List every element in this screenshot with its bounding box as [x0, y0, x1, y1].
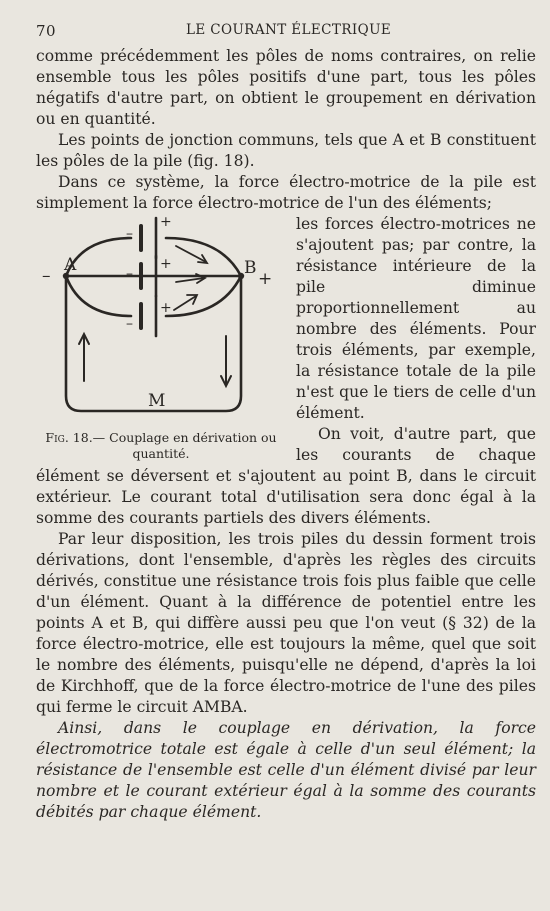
cell-1-plus: +	[160, 216, 172, 230]
node-a-label: A	[64, 255, 77, 275]
circuit-diagram	[36, 216, 286, 426]
paragraph-7-conclusion: Ainsi, dans le couplage en dérivation, la force électromotrice totale est égale à celle d'un seul élément; la résistance de l'ensemble est celle d'un élément divisé par leur nombre et le courant extérieur égal à la somme des courants débités par chaque élément.	[36, 719, 536, 821]
paragraph-5: On voit, d'autre part, que les courants de chaque élément se déversent et s'ajoutent au point B, dans le circuit extérieur. Le courant total d'utilisation sera donc égal à la somme des courants partiels des divers éléments.	[36, 425, 536, 527]
cell-3-minus: –	[126, 316, 133, 332]
pole-plus-label: +	[258, 269, 273, 289]
paragraph-6: Par leur disposition, les trois piles du dessin forment trois dérivations, dont l'ensemble, d'après les règles des circuits dérivés, constitue une résistance trois fois plus faible que celle d'un élément. Quant à la différence de potentiel entre les points A et B, qui diffère aussi peu que l'on veut (§ 32) de la force électro-motrice, elle est toujours la même, quel que soit le nombre des éléments, puisqu'elle ne dépend, d'après la loi de Kirchhoff, que de la force électro-motrice de l'une des piles qui ferme le circuit AMBA.	[36, 530, 536, 716]
page-number: 70	[36, 22, 56, 40]
page-header	[36, 18, 536, 42]
running-title: LE COURANT ÉLECTRIQUE	[186, 22, 392, 38]
cell-2-plus: +	[160, 256, 172, 272]
paragraph-1: comme précédemment les pôles de noms contraires, on relie ensemble tous les pôles positifs d'une part, tous les pôles négatifs d'autre part, on obtient le groupement en dérivation ou en quantité.	[36, 47, 536, 128]
figure-caption	[36, 430, 286, 462]
figure-caption-prefix: Fig. 18.	[45, 430, 93, 445]
figure-caption-text: — Couplage en dérivation ou quantité.	[92, 430, 277, 461]
cell-3-plus: +	[160, 300, 172, 316]
cell-2-minus: –	[126, 266, 133, 282]
paragraph-3: Dans ce système, la force électro-motrice de la pile est simplement la force électro-motrice de l'un des éléments;	[36, 173, 536, 212]
pole-minus-label: –	[42, 266, 51, 286]
cell-1-minus: –	[126, 226, 133, 242]
figure-18	[36, 216, 286, 462]
paragraph-4: les forces électro-motrices ne s'ajoutent pas; par contre, la résistance intérieure de la pile diminue proportionnellement au nombre des éléments. Pour trois éléments, par exemple, la résistance totale de la pile n'est que le tiers de celle d'un élément.	[296, 215, 536, 422]
paragraph-2: Les points de jonction communs, tels que A et B constituent les pôles de la pile (fig. 18).	[36, 131, 536, 170]
body-text	[36, 46, 536, 823]
node-b-label: B	[244, 258, 257, 278]
node-m-label: M	[148, 391, 166, 411]
